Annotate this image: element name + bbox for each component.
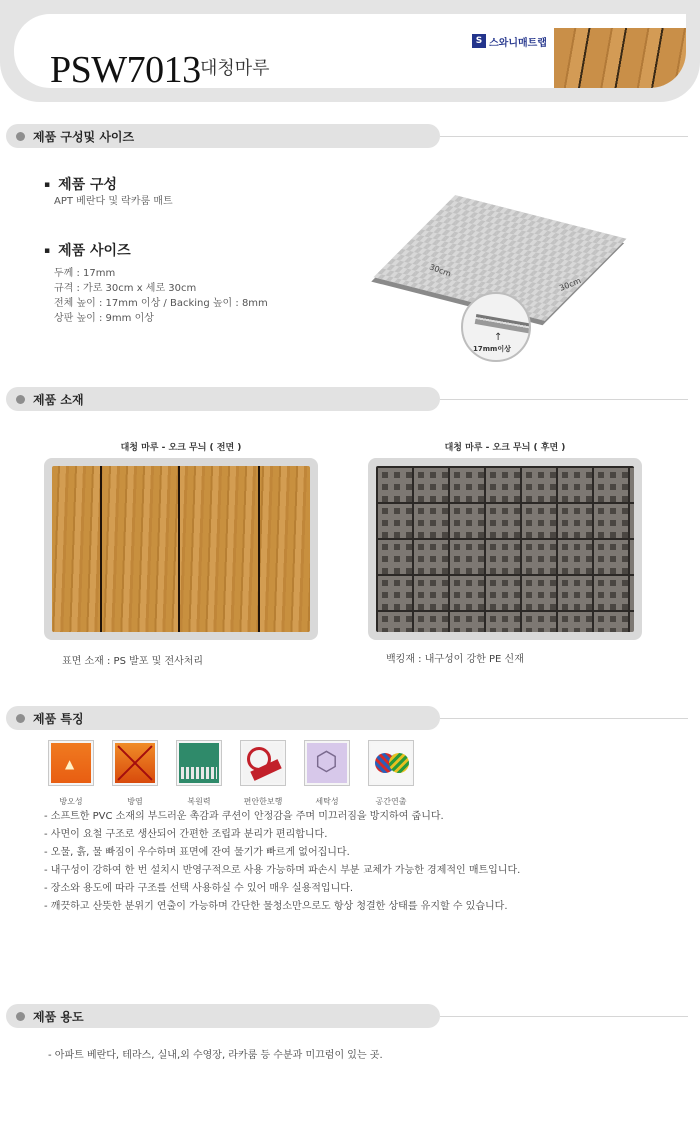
front-caption: 대청 마루 - 오크 무늬 ( 전면 ): [120, 443, 242, 453]
front-photo-frame: [44, 458, 318, 640]
section-header-material: [6, 387, 440, 411]
feature-list: [44, 808, 684, 916]
arrow-up-icon: ↑: [494, 332, 503, 343]
section-header-spec: [6, 124, 440, 148]
size-heading: ▪ 제품 사이즈: [44, 240, 131, 260]
section-header-usage: [6, 1004, 440, 1028]
back-photo-frame: [368, 458, 642, 640]
comfort-walk-icon: [243, 743, 283, 783]
product-name: 대청마루: [200, 58, 270, 79]
composition-text: APT 베란다 및 락카룸 매트: [54, 196, 173, 207]
front-material-note: 표면 소재 : PS 발포 및 전사처리: [62, 656, 204, 667]
composition-heading: ▪ 제품 구성: [44, 174, 117, 194]
fire-resist-icon: [51, 743, 91, 783]
feature-label: 방오성: [59, 797, 83, 806]
length-dimension-label: 30cm: [558, 276, 583, 293]
oak-front-image: [52, 466, 310, 632]
list-item: - 오물, 흙, 물 빠짐이 우수하며 표면에 잔여 물기가 빠르게 없어집니다.: [44, 844, 684, 862]
no-flame-icon: [115, 743, 155, 783]
list-item: - 내구성이 강하여 한 번 설치시 반영구적으로 사용 가능하며 파손시 부분 교체가 가능한 경제적인 매트입니다.: [44, 862, 684, 880]
section-title: 제품 용도: [33, 1009, 84, 1024]
feature-item: [176, 740, 222, 807]
feature-item: [368, 740, 414, 807]
list-item: - 소프트한 PVC 소재의 부드러운 촉감과 쿠션이 안정감을 주며 미끄러짐을 방지하여 줍니다.: [44, 808, 684, 826]
feature-item: [304, 740, 350, 807]
feature-item: [240, 740, 286, 807]
divider: [440, 399, 688, 400]
washable-icon: [307, 743, 347, 783]
size-line: 규격 : 가로 30cm x 세로 30cm: [54, 283, 197, 294]
recovery-icon: [179, 743, 219, 783]
back-caption: 대청 마루 - 오크 무늬 ( 후면 ): [444, 443, 566, 453]
list-item: - 깨끗하고 산뜻한 분위기 연출이 가능하며 간단한 물청소만으로도 항상 청결한 상태를 유지할 수 있습니다.: [44, 898, 684, 916]
bullet-dot-icon: [16, 1012, 25, 1021]
feature-label: 공간연출: [375, 797, 407, 806]
size-line: 전체 높이 : 17mm 이상 / Backing 높이 : 8mm: [54, 298, 268, 309]
wood-tile-image: [554, 28, 686, 88]
feature-item: [112, 740, 158, 807]
size-line: 상판 높이 : 9mm 이상: [54, 313, 154, 324]
header-card: [14, 14, 686, 88]
section-title: 제품 소재: [33, 392, 84, 407]
back-material-note: 백킹재 : 내구성이 강한 PE 신재: [386, 654, 524, 665]
oak-back-image: [376, 466, 634, 632]
feature-label: 편안한보행: [243, 797, 283, 806]
width-dimension-label: 30cm: [428, 262, 453, 279]
brand-name: 스와니매트랩: [489, 37, 547, 49]
section-header-features: [6, 706, 440, 730]
divider: [440, 136, 688, 137]
thickness-zoom: [461, 292, 531, 362]
brand-mark-icon: S: [472, 34, 486, 48]
thickness-label: 17mm이상: [473, 345, 511, 353]
mat-layers: [475, 314, 531, 336]
size-specs: [54, 266, 268, 326]
feature-item: [48, 740, 94, 807]
feature-label: 복원력: [187, 797, 211, 806]
list-item: - 장소와 용도에 따라 구조를 선택 사용하실 수 있어 매우 실용적입니다.: [44, 880, 684, 898]
model-number: PSW7013: [50, 49, 201, 88]
section-title: 제품 구성및 사이즈: [33, 129, 135, 144]
mat-diagram: [355, 208, 645, 368]
usage-text: - 아파트 베란다, 테라스, 실내,외 수영장, 라카룸 등 수분과 미끄럼이 있는 곳.: [48, 1046, 383, 1061]
brand-logo: [472, 34, 550, 48]
feature-label: 방염: [127, 797, 143, 806]
list-item: - 사면이 요철 구조로 생산되어 간편한 조립과 분리가 편리합니다.: [44, 826, 684, 844]
section-title: 제품 특징: [33, 711, 84, 726]
bullet-dot-icon: [16, 714, 25, 723]
bullet-dot-icon: [16, 132, 25, 141]
feature-label: 세탁성: [315, 797, 339, 806]
header-banner: [0, 0, 700, 102]
size-line: 두께 : 17mm: [54, 268, 116, 279]
bullet-dot-icon: [16, 395, 25, 404]
divider: [440, 718, 688, 719]
space-design-icon: [371, 743, 411, 783]
divider: [440, 1016, 688, 1017]
